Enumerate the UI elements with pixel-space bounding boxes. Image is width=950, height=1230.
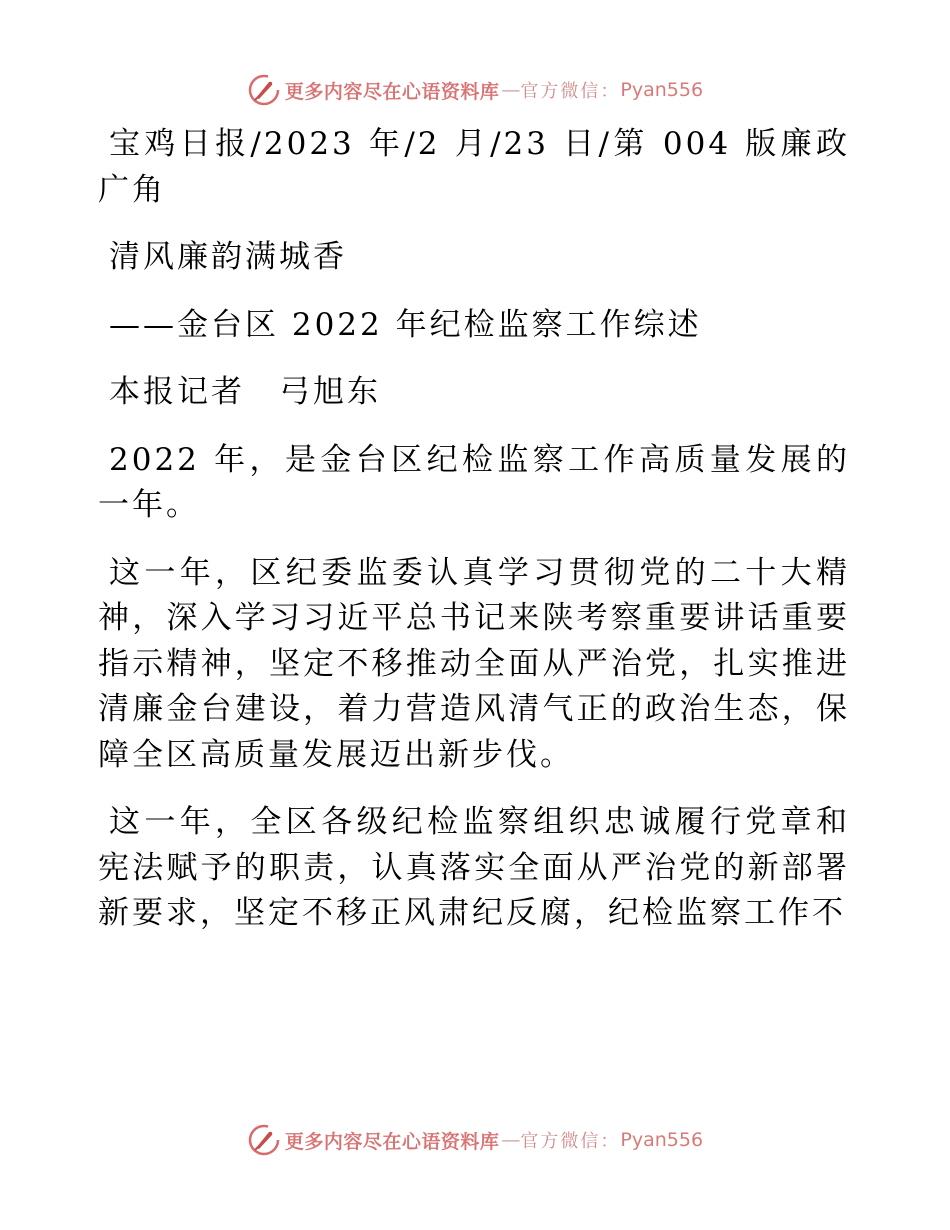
article-body [98,122,850,937]
watermark-wechat-id: Pyan556 [620,79,704,101]
feather-pen-logo-icon [247,1123,281,1157]
feather-pen-logo-icon [247,73,281,107]
byline: 本报记者 弓旭东 [109,374,381,410]
paragraph: 这一年，区纪委监委认真学习贯彻党的二十大精神，深入学习习近平总书记来陕考察重要讲话重要指示精神，坚定不移推动全面从严治党，扎实推进清廉金台建设，着力营造风清气正的政治生态，保障全区高质量发展迈出新步伐。 [98,554,850,773]
article-subtitle: ——金台区 2022 年纪检监察工作综述 [109,306,702,343]
watermark-label: 官方微信： [520,81,621,102]
paragraph: 这一年，全区各级纪检监察组织忠诚履行党章和宪法赋予的职责，认真落实全面从严治党的新部署新要求，坚定不移正风肃纪反腐，纪检监察工作不 [98,804,850,931]
source-line: 宝鸡日报/2023 年/2 月/23 日/第 004 版廉政广角 [98,126,850,208]
watermark-wechat-id: Pyan556 [620,1129,704,1151]
header-watermark [0,70,950,110]
paragraph: 2022 年，是金台区纪检监察工作高质量发展的一年。 [98,441,850,523]
watermark-site-text: 更多内容尽在心语资料库 [284,1130,500,1153]
watermark-separator: — [501,79,519,101]
watermark-label: 官方微信： [520,1131,621,1152]
footer-watermark [0,1120,950,1160]
watermark-site-text: 更多内容尽在心语资料库 [284,80,500,103]
watermark-separator: — [501,1129,519,1151]
article-title: 清风廉韵满城香 [109,239,347,275]
